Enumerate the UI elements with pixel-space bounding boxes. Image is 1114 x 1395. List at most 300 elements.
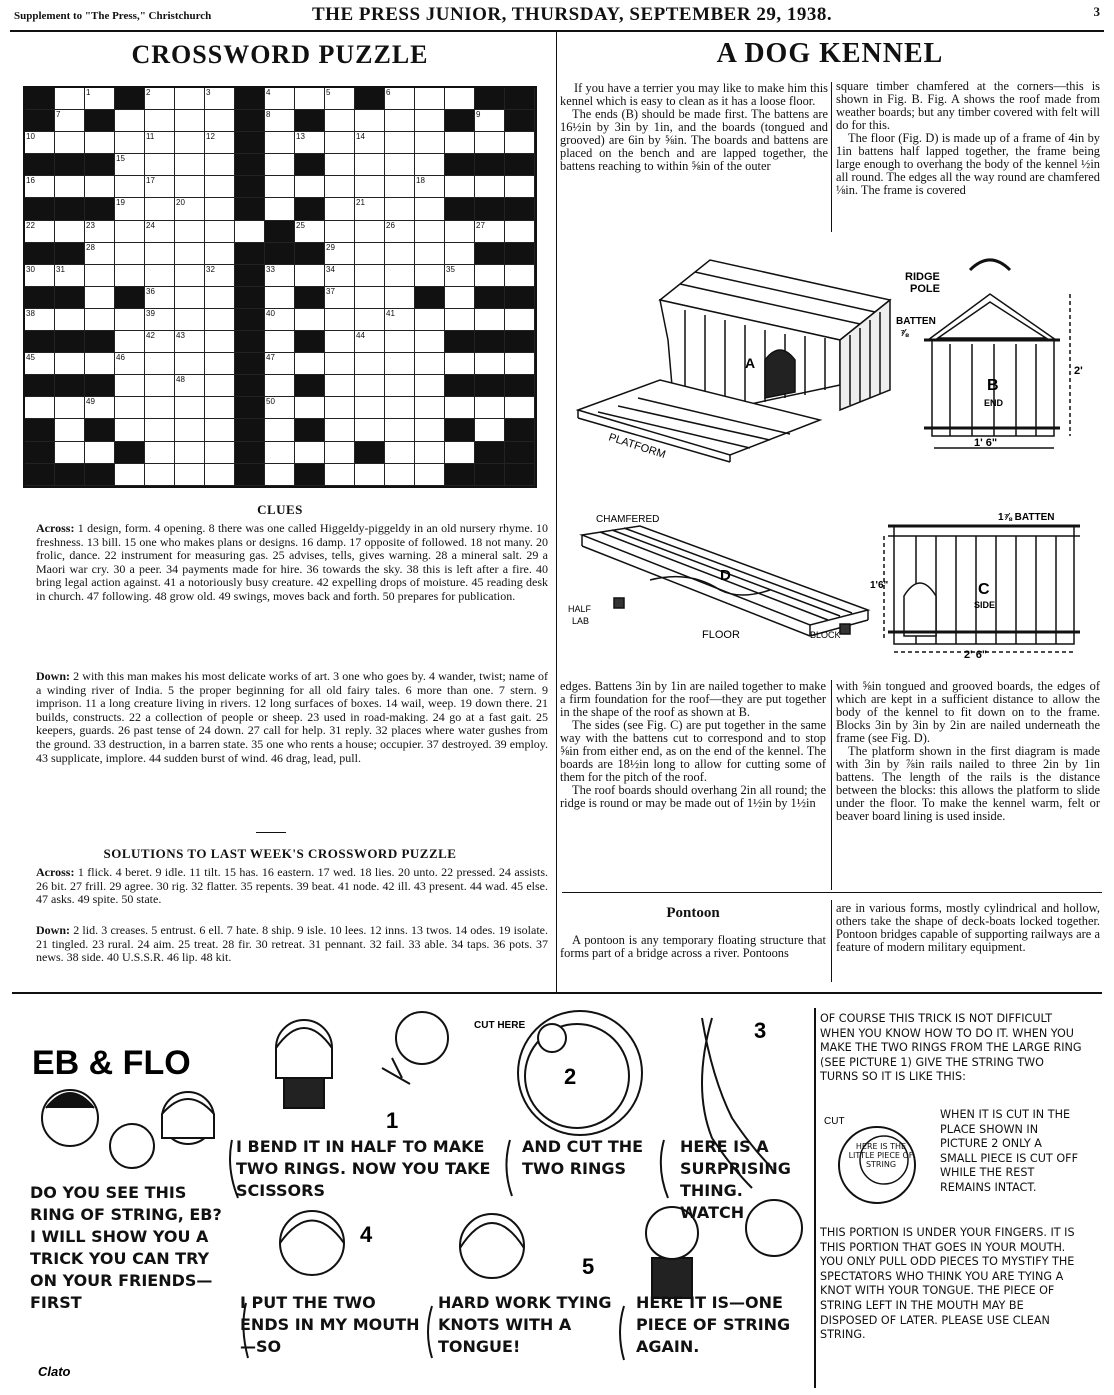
grid-row [25,442,535,464]
grid-cell[interactable] [415,221,445,243]
grid-cell[interactable] [145,397,175,419]
grid-cell[interactable] [115,198,145,220]
grid-cell-black [475,464,505,486]
grid-cell[interactable] [55,132,85,154]
grid-cell[interactable] [205,464,235,486]
grid-cell[interactable] [355,375,385,397]
grid-cell[interactable] [325,110,355,132]
grid-cell[interactable] [145,176,175,198]
grid-cell-black [25,154,55,176]
grid-cell[interactable] [265,287,295,309]
grid-cell-black [235,464,265,486]
grid-row [25,198,535,220]
grid-cell[interactable] [115,176,145,198]
clue-number: 40 [266,308,275,318]
grid-cell[interactable] [145,243,175,265]
grid-cell-black [235,265,265,287]
grid-cell-black [235,88,265,110]
grid-cell[interactable] [175,375,205,397]
grid-cell[interactable] [175,243,205,265]
grid-cell[interactable] [295,221,325,243]
grid-cell[interactable] [325,176,355,198]
grid-cell[interactable] [145,132,175,154]
grid-cell[interactable] [415,419,445,441]
grid-cell[interactable] [355,243,385,265]
grid-cell[interactable] [85,309,115,331]
grid-cell[interactable] [415,88,445,110]
grid-cell[interactable] [85,243,115,265]
grid-cell[interactable] [145,154,175,176]
grid-cell[interactable] [205,243,235,265]
grid-cell[interactable] [355,309,385,331]
grid-cell-black [235,176,265,198]
grid-cell[interactable] [265,265,295,287]
batten-label: BATTEN [896,316,936,327]
grid-cell[interactable] [205,331,235,353]
grid-cell[interactable] [445,265,475,287]
kennel-title: A DOG KENNEL [716,38,944,69]
grid-cell[interactable] [55,265,85,287]
dim-2ft6: 2' 6" [964,649,988,660]
grid-cell[interactable] [385,464,415,486]
grid-cell[interactable] [445,88,475,110]
grid-cell[interactable] [205,110,235,132]
grid-cell[interactable] [145,353,175,375]
grid-cell[interactable] [505,176,535,198]
grid-cell[interactable] [265,442,295,464]
grid-cell-black [85,419,115,441]
grid-cell[interactable] [415,309,445,331]
grid-cell[interactable] [175,419,205,441]
grid-cell-black [295,154,325,176]
kennel-para: The floor (Fig. D) is made up of a frame of 4in by 1in battens half lapped together, the frame being large enough to overhang the body of the kennel ½in all round. The edges all the way round are chamfered ⅛in. The frame is covered [836,131,1100,197]
grid-cell-black [55,243,85,265]
clue-number: 45 [26,353,35,363]
grid-cell[interactable] [175,442,205,464]
grid-cell[interactable] [415,464,445,486]
grid-cell-black [85,198,115,220]
grid-cell-black [295,287,325,309]
grid-cell[interactable] [175,221,205,243]
grid-cell[interactable] [175,309,205,331]
speech-bubble-1: DO YOU SEE THIS RING OF STRING, EB? I WILL SHOW YOU A TRICK YOU CAN TRY ON YOUR FRIENDS—FIRST [30,1183,222,1312]
clue-number: 24 [146,220,155,230]
clue-number: 2 [146,88,151,97]
grid-cell[interactable] [145,110,175,132]
grid-cell[interactable] [25,309,55,331]
grid-cell[interactable] [115,464,145,486]
grid-cell[interactable] [265,154,295,176]
grid-cell[interactable] [295,176,325,198]
grid-cell[interactable] [175,176,205,198]
grid-cell[interactable] [265,110,295,132]
grid-cell[interactable] [145,198,175,220]
grid-cell[interactable] [265,375,295,397]
grid-cell[interactable] [115,243,145,265]
grid-cell[interactable] [115,309,145,331]
grid-cell[interactable] [325,132,355,154]
grid-cell[interactable] [355,464,385,486]
grid-cell[interactable] [115,397,145,419]
clue-number: 32 [206,264,215,274]
grid-cell-black [115,442,145,464]
grid-cell[interactable] [25,221,55,243]
grid-cell[interactable] [205,154,235,176]
batten-fraction: ⅞ [900,328,909,339]
crossword-grid [23,86,537,488]
grid-row [25,154,535,176]
grid-cell[interactable] [355,331,385,353]
grid-cell[interactable] [115,110,145,132]
grid-cell[interactable] [55,442,85,464]
grid-cell[interactable] [235,221,265,243]
grid-cell[interactable] [85,221,115,243]
grid-cell[interactable] [175,198,205,220]
solutions-across-label: Across: [36,865,75,879]
grid-cell[interactable] [295,442,325,464]
grid-cell[interactable] [175,265,205,287]
grid-cell[interactable] [145,221,175,243]
grid-cell[interactable] [475,419,505,441]
grid-cell[interactable] [475,397,505,419]
grid-cell[interactable] [205,419,235,441]
grid-cell-black [25,331,55,353]
figure-label-a: A [745,355,756,371]
grid-cell[interactable] [385,176,415,198]
grid-cell[interactable] [385,331,415,353]
grid-cell[interactable] [505,309,535,331]
grid-cell[interactable] [325,309,355,331]
grid-cell[interactable] [85,353,115,375]
grid-cell[interactable] [295,353,325,375]
grid-cell[interactable] [355,287,385,309]
grid-cell[interactable] [175,132,205,154]
grid-cell[interactable] [175,88,205,110]
grid-cell[interactable] [145,287,175,309]
grid-cell[interactable] [355,176,385,198]
grid-cell-black [445,331,475,353]
grid-cell[interactable] [85,287,115,309]
grid-cell[interactable] [445,221,475,243]
pontoon-text-2 [836,902,1100,954]
grid-cell[interactable] [85,132,115,154]
grid-cell[interactable] [385,309,415,331]
clue-number: 42 [146,331,155,341]
grid-cell[interactable] [205,132,235,154]
grid-cell-black [505,154,535,176]
grid-cell[interactable] [355,397,385,419]
grid-cell-black [505,198,535,220]
grid-cell-black [85,464,115,486]
grid-cell[interactable] [475,132,505,154]
grid-cell[interactable] [175,287,205,309]
grid-cell[interactable] [295,88,325,110]
grid-cell[interactable] [265,353,295,375]
grid-cell[interactable] [265,397,295,419]
grid-cell[interactable] [115,419,145,441]
grid-cell[interactable] [385,132,415,154]
grid-cell[interactable] [175,154,205,176]
grid-cell[interactable] [415,331,445,353]
grid-cell[interactable] [115,132,145,154]
grid-cell[interactable] [415,397,445,419]
grid-cell[interactable] [55,353,85,375]
little-piece-label: HERE IS THE LITTLE PIECE OF STRING [848,1142,914,1169]
grid-cell[interactable] [325,287,355,309]
end-label: END [984,398,1004,408]
grid-cell[interactable] [205,287,235,309]
grid-cell[interactable] [85,442,115,464]
grid-cell[interactable] [55,397,85,419]
grid-cell[interactable] [265,88,295,110]
grid-cell[interactable] [325,375,355,397]
grid-cell[interactable] [445,132,475,154]
grid-cell[interactable] [385,353,415,375]
grid-cell[interactable] [265,331,295,353]
solutions-down-text: 2 lid. 3 creases. 5 entrust. 6 ell. 7 hate. 8 ship. 9 isle. 10 lees. 12 inns. 13 twos. 14 odes. 19 isolate. 21 tingled. 23 rural. 24 aim. 25 treat. 28 fir. 30 retreat. 31 pennant. 32 fail. 33 able. 34 taps. 36 pots. 37 news. 38 side. 40 U.S.S.R. 46 lip. 48 kit. [36,923,548,965]
clue-number: 8 [266,110,271,120]
grid-cell[interactable] [55,221,85,243]
grid-cell-black [85,375,115,397]
grid-cell[interactable] [85,176,115,198]
grid-cell[interactable] [355,265,385,287]
grid-cell[interactable] [385,243,415,265]
grid-cell[interactable] [265,176,295,198]
grid-cell[interactable] [205,397,235,419]
block-label: BLOCK [810,630,841,640]
grid-cell[interactable] [85,265,115,287]
grid-cell[interactable] [325,198,355,220]
solutions-down [36,924,548,965]
grid-cell[interactable] [325,154,355,176]
grid-cell[interactable] [415,198,445,220]
grid-cell[interactable] [25,353,55,375]
grid-cell[interactable] [385,221,415,243]
grid-cell[interactable] [145,442,175,464]
grid-cell-black [85,110,115,132]
grid-cell[interactable] [325,464,355,486]
grid-cell[interactable] [55,309,85,331]
grid-cell[interactable] [355,419,385,441]
grid-cell[interactable] [145,419,175,441]
clue-number: 26 [386,220,395,230]
grid-cell[interactable] [205,176,235,198]
clue-number: 22 [26,220,35,230]
grid-cell-black [235,331,265,353]
grid-cell[interactable] [475,353,505,375]
grid-cell[interactable] [205,353,235,375]
grid-cell[interactable] [295,265,325,287]
grid-cell[interactable] [145,375,175,397]
grid-cell[interactable] [205,309,235,331]
pontoon-text-1 [560,934,826,960]
grid-cell[interactable] [115,154,145,176]
across-label: Across: [36,521,75,535]
grid-cell[interactable] [325,442,355,464]
clue-number: 34 [326,264,335,274]
grid-cell[interactable] [205,221,235,243]
grid-row [25,375,535,397]
grid-cell[interactable] [325,265,355,287]
grid-cell[interactable] [415,110,445,132]
grid-cell[interactable] [385,419,415,441]
grid-cell[interactable] [145,88,175,110]
grid-cell[interactable] [415,442,445,464]
grid-cell[interactable] [55,88,85,110]
grid-cell[interactable] [325,419,355,441]
grid-cell[interactable] [415,154,445,176]
grid-cell[interactable] [415,176,445,198]
grid-cell[interactable] [25,397,55,419]
grid-cell[interactable] [295,397,325,419]
grid-cell[interactable] [145,331,175,353]
grid-cell[interactable] [385,265,415,287]
grid-cell-black [235,110,265,132]
grid-cell[interactable] [385,198,415,220]
grid-cell[interactable] [505,265,535,287]
grid-cell[interactable] [25,265,55,287]
lab-label: LAB [572,616,590,626]
grid-cell[interactable] [445,243,475,265]
grid-cell[interactable] [175,331,205,353]
grid-cell[interactable] [205,442,235,464]
grid-cell-black [505,375,535,397]
grid-cell[interactable] [385,110,415,132]
grid-cell[interactable] [325,331,355,353]
grid-cell[interactable] [115,265,145,287]
grid-cell[interactable] [55,419,85,441]
grid-cell[interactable] [265,309,295,331]
grid-cell[interactable] [175,353,205,375]
grid-cell[interactable] [355,221,385,243]
grid-cell[interactable] [205,88,235,110]
grid-cell[interactable] [25,176,55,198]
dim-2ft: 2' [1074,365,1083,377]
clue-number: 43 [176,331,185,341]
clue-number: 16 [26,176,35,186]
clue-number: 5 [326,88,331,97]
grid-cell[interactable] [505,353,535,375]
grid-cell[interactable] [445,176,475,198]
grid-row [25,176,535,198]
grid-cell[interactable] [415,243,445,265]
grid-cell-black [55,464,85,486]
kennel-col-4 [836,680,1100,823]
grid-cell[interactable] [265,464,295,486]
grid-cell[interactable] [265,198,295,220]
grid-cell[interactable] [295,132,325,154]
dim-1ft6: 1' 6" [974,437,998,449]
grid-cell[interactable] [55,176,85,198]
grid-cell[interactable] [385,154,415,176]
grid-cell-black [505,243,535,265]
grid-cell[interactable] [415,353,445,375]
grid-cell[interactable] [265,132,295,154]
clue-number: 1 [86,88,91,97]
grid-cell[interactable] [115,221,145,243]
grid-cell[interactable] [175,397,205,419]
grid-cell[interactable] [445,309,475,331]
grid-cell[interactable] [205,265,235,287]
grid-cell[interactable] [265,419,295,441]
grid-cell[interactable] [325,88,355,110]
grid-cell[interactable] [115,375,145,397]
grid-row [25,132,535,154]
grid-cell[interactable] [175,464,205,486]
grid-cell[interactable] [475,176,505,198]
grid-cell-black [55,198,85,220]
grid-cell[interactable] [445,353,475,375]
grid-row [25,287,535,309]
grid-cell[interactable] [445,442,475,464]
grid-cell[interactable] [325,397,355,419]
grid-cell[interactable] [505,397,535,419]
kennel-para: with ⅝in tongued and grooved boards, the edges of which are kept in a sufficient distance to allow the body of the kennel to fit down on to the frame. Blocks 3in by 3in by 2in are nailed underneath the frame (see Fig. D). [836,679,1100,745]
grid-cell[interactable] [385,442,415,464]
grid-cell[interactable] [475,309,505,331]
grid-cell[interactable] [445,287,475,309]
grid-row [25,88,535,110]
pole-label: POLE [910,283,940,295]
grid-cell[interactable] [115,353,145,375]
grid-cell[interactable] [505,132,535,154]
grid-cell[interactable] [445,397,475,419]
grid-cell[interactable] [385,375,415,397]
clue-number: 18 [416,176,425,186]
grid-cell[interactable] [115,331,145,353]
grid-cell[interactable] [145,265,175,287]
grid-cell[interactable] [85,88,115,110]
grid-cell-black [25,287,55,309]
grid-cell-black [235,442,265,464]
grid-cell[interactable] [325,353,355,375]
grid-cell[interactable] [415,132,445,154]
grid-row [25,110,535,132]
grid-cell[interactable] [355,110,385,132]
grid-cell[interactable] [85,397,115,419]
grid-cell[interactable] [415,375,445,397]
panel-number-1: 1 [386,1108,399,1133]
grid-cell[interactable] [355,154,385,176]
grid-cell[interactable] [325,221,355,243]
grid-cell[interactable] [475,221,505,243]
grid-cell[interactable] [145,464,175,486]
grid-cell[interactable] [295,309,325,331]
grid-cell[interactable] [325,243,355,265]
grid-cell[interactable] [415,265,445,287]
grid-cell[interactable] [385,287,415,309]
grid-cell[interactable] [145,309,175,331]
grid-cell[interactable] [55,110,85,132]
grid-cell[interactable] [505,221,535,243]
grid-cell[interactable] [385,88,415,110]
grid-cell[interactable] [355,198,385,220]
grid-cell[interactable] [205,375,235,397]
grid-cell[interactable] [205,198,235,220]
clue-number: 4 [266,88,271,97]
grid-row [25,309,535,331]
grid-cell-black [55,375,85,397]
grid-cell[interactable] [175,110,205,132]
grid-cell[interactable] [355,132,385,154]
down-clues-text: 2 with this man makes his most delicate works of art. 3 one who goes by. 4 wander, twist; name of a winding river of India. 5 the proper beginning for all old fairy tales. 6 more than one. 7 stern. 9 imprison. 11 a long creature living in rivers. 12 long surfaces of boxes. 14 wail, weep. 19 down there. 21 builds, constructs. 22 a collection of people or sheep. 23 used in road-making. 24 go at a fast gait. 25 keepers, guards. 26 past tense of 24 down. 27 call for help. 31 reply. 32 places where water gushes from the ground. 33 destruction, in a barren state. 35 one who rents a house; occupier. 37 destroyed. 39 employ. 43 supplicate, implore. 44 sudden burst of wind. 46 drag, lead, pull. [36,669,549,765]
grid-cell[interactable] [475,110,505,132]
grid-cell[interactable] [385,397,415,419]
grid-cell[interactable] [475,265,505,287]
grid-cell[interactable] [355,353,385,375]
clue-number: 48 [176,375,185,385]
grid-cell[interactable] [25,132,55,154]
